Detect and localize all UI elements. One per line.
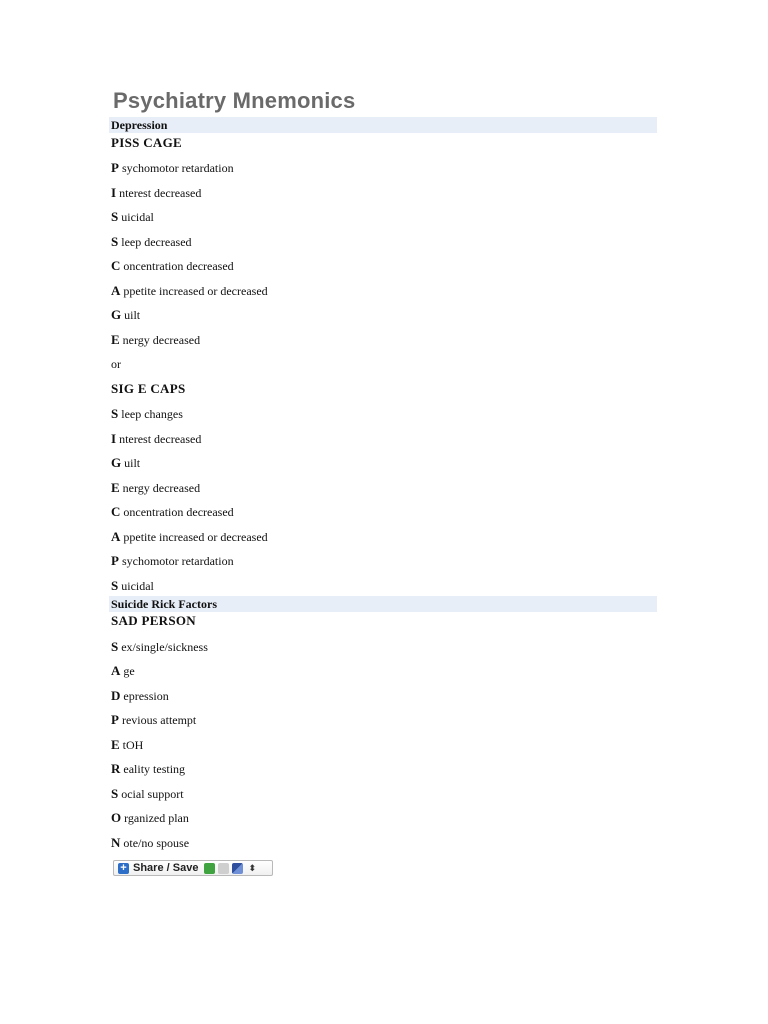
mnemonic-heading-piss-cage: PISS CAGE (111, 135, 182, 150)
mnemonic-letter: O (111, 810, 122, 825)
mnemonic-letter: S (111, 209, 119, 224)
list-item (111, 786, 184, 802)
list-item (111, 712, 196, 728)
mnemonic-letter: P (111, 553, 119, 568)
mnemonic-text: rganized plan (124, 811, 189, 825)
list-item (111, 737, 143, 753)
mnemonic-text: ote/no spouse (123, 836, 190, 850)
list-item (111, 431, 201, 447)
mnemonic-letter: P (111, 160, 119, 175)
gray-service-icon (218, 863, 229, 874)
mnemonic-letter: E (111, 480, 120, 495)
list-item (111, 234, 192, 250)
mnemonic-text: tOH (122, 738, 144, 752)
mnemonic-letter: A (111, 663, 121, 678)
mnemonic-text: oncentration decreased (123, 259, 234, 273)
mnemonic-letter: N (111, 835, 121, 850)
mnemonic-letter: S (111, 234, 119, 249)
mnemonic-letter: S (111, 639, 119, 654)
mnemonic-letter: P (111, 712, 119, 727)
list-item (111, 406, 183, 422)
mnemonic-text: epression (123, 689, 169, 703)
list-item (111, 553, 234, 569)
mnemonic-text: uicidal (121, 210, 154, 224)
mnemonic-text: uilt (124, 308, 141, 322)
mnemonic-text: eality testing (123, 762, 186, 776)
mnemonic-letter: G (111, 455, 122, 470)
mnemonic-letter: C (111, 258, 121, 273)
mnemonic-letter: S (111, 578, 119, 593)
mnemonic-letter: G (111, 307, 122, 322)
mnemonic-text: leep decreased (121, 235, 192, 249)
mnemonic-text: nterest decreased (119, 432, 202, 446)
list-item (111, 663, 135, 679)
mnemonic-letter: E (111, 737, 120, 752)
mnemonic-text: ocial support (121, 787, 184, 801)
mnemonic-text: sychomotor retardation (121, 554, 234, 568)
list-item (111, 761, 185, 777)
mnemonic-letter: S (111, 786, 119, 801)
list-item (111, 160, 234, 176)
list-item (111, 639, 208, 655)
mnemonic-letter: C (111, 504, 121, 519)
share-save-label: Share / Save (133, 862, 199, 874)
list-item (111, 480, 200, 496)
mnemonic-text: uicidal (121, 579, 154, 593)
list-item (111, 209, 154, 225)
mnemonic-letter: S (111, 406, 119, 421)
list-item (111, 835, 189, 851)
mnemonic-text: sychomotor retardation (121, 161, 234, 175)
list-item (111, 578, 154, 594)
blue-service-icon (232, 863, 243, 874)
plus-icon: + (118, 863, 129, 874)
mnemonic-text: ge (123, 664, 135, 678)
list-item (111, 504, 234, 520)
mnemonic-letter: I (111, 431, 117, 446)
mnemonic-letter: E (111, 332, 120, 347)
mnemonic-text: nergy decreased (122, 333, 201, 347)
mnemonic-heading-sig-e-caps: SIG E CAPS (111, 381, 186, 396)
section-bar-suicide-risk-factors: Suicide Rick Factors (109, 596, 657, 612)
list-item (111, 455, 140, 471)
mnemonic-text: ppetite increased or decreased (123, 530, 268, 544)
page-title: Psychiatry Mnemonics (113, 88, 356, 113)
mnemonic-text: nterest decreased (119, 186, 202, 200)
list-item (111, 688, 169, 704)
mnemonic-heading-sad-person: SAD PERSON (111, 613, 196, 628)
mnemonic-text: leep changes (121, 407, 183, 421)
section-bar-depression: Depression (109, 117, 657, 133)
green-service-icon (204, 863, 215, 874)
share-save-button[interactable] (113, 860, 273, 876)
mnemonic-text: ex/single/sickness (121, 640, 208, 654)
list-item (111, 283, 268, 299)
arrows-icon: ⬍ (248, 862, 256, 873)
mnemonic-letter: A (111, 283, 121, 298)
list-item (111, 185, 201, 201)
mnemonic-letter: D (111, 688, 121, 703)
mnemonic-letter: A (111, 529, 121, 544)
list-item (111, 258, 234, 274)
separator-or: or (111, 357, 121, 371)
mnemonic-text: uilt (124, 456, 141, 470)
mnemonic-letter: I (111, 185, 117, 200)
list-item (111, 810, 189, 826)
mnemonic-text: nergy decreased (122, 481, 201, 495)
mnemonic-text: oncentration decreased (123, 505, 234, 519)
mnemonic-letter: R (111, 761, 121, 776)
list-item (111, 307, 140, 323)
mnemonic-text: ppetite increased or decreased (123, 284, 268, 298)
list-item (111, 529, 268, 545)
mnemonic-text: revious attempt (121, 713, 197, 727)
list-item (111, 332, 200, 348)
